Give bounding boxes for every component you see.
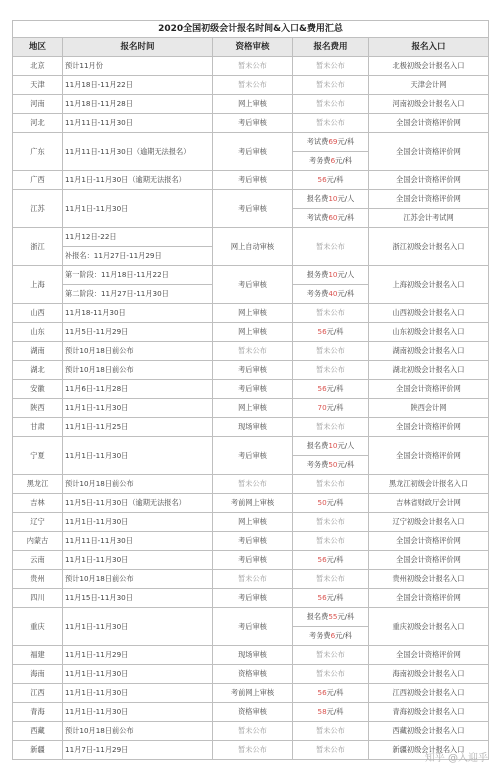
cell-review: 资格审核 <box>213 665 293 684</box>
cell-fee: 暂未公布 <box>293 513 369 532</box>
fee-amount: 56 <box>317 593 327 603</box>
cell-review: 考前网上审核 <box>213 684 293 703</box>
cell-fee <box>293 380 369 399</box>
cell-fee: 暂未公布 <box>293 646 369 665</box>
cell-review: 网上审核 <box>213 399 293 418</box>
cell-review: 考后审核 <box>213 361 293 380</box>
fee-amount: 6 <box>330 156 336 166</box>
cell-time: 11月5日-11月30日（逾期无法报名） <box>63 494 213 513</box>
cell-fee <box>293 171 369 190</box>
fee-summary-table <box>12 20 489 760</box>
cell-entry: 全国会计资格评价网 <box>369 437 489 475</box>
table-row <box>13 570 489 589</box>
cell-fee: 暂未公布 <box>293 361 369 380</box>
cell-time: 11月1日-11月30日 <box>63 703 213 722</box>
cell-entry: 北极初级会计报名入口 <box>369 57 489 76</box>
fee-unit: 元/科 <box>326 175 344 185</box>
cell-fee: 暂未公布 <box>293 304 369 323</box>
cell-region: 江苏 <box>13 190 63 228</box>
cell-fee: 暂未公布 <box>293 665 369 684</box>
table-row <box>13 342 489 361</box>
cell-entry: 西藏初级会计报名入口 <box>369 722 489 741</box>
cell-fee <box>293 608 369 627</box>
cell-time: 预计10月18日前公布 <box>63 361 213 380</box>
cell-time: 预计10月18日前公布 <box>63 475 213 494</box>
fee-label: 报名费 <box>306 194 329 204</box>
cell-region: 广西 <box>13 171 63 190</box>
cell-region: 贵州 <box>13 570 63 589</box>
cell-time: 11月7日-11月29日 <box>63 741 213 760</box>
cell-entry: 江西初级会计报名入口 <box>369 684 489 703</box>
fee-label: 考务费 <box>309 156 331 166</box>
cell-time: 11月12日-22日 <box>63 228 213 247</box>
cell-entry: 全国会计资格评价网 <box>369 171 489 190</box>
cell-region: 海南 <box>13 665 63 684</box>
cell-fee: 暂未公布 <box>293 532 369 551</box>
table-row <box>13 76 489 95</box>
cell-time: 预计10月18日前公布 <box>63 722 213 741</box>
cell-entry: 贵州初级会计报名入口 <box>369 570 489 589</box>
table-row <box>13 399 489 418</box>
cell-entry: 浙江初级会计报名入口 <box>369 228 489 266</box>
table-row <box>13 589 489 608</box>
cell-entry: 上海初级会计报名入口 <box>369 266 489 304</box>
cell-fee <box>293 323 369 342</box>
table-row <box>13 228 489 247</box>
header-fee: 报名费用 <box>293 38 369 57</box>
cell-entry: 山西初级会计报名入口 <box>369 304 489 323</box>
fee-label: 报名费 <box>306 612 329 622</box>
fee-amount: 6 <box>330 631 336 641</box>
fee-label: 考务费 <box>306 289 329 299</box>
cell-time: 11月1日-11月30日 <box>63 665 213 684</box>
cell-time: 11月11日-11月30日 <box>63 114 213 133</box>
cell-entry: 湖南初级会计报名入口 <box>369 342 489 361</box>
cell-review: 暂未公布 <box>213 76 293 95</box>
fee-unit: 元/科 <box>335 631 352 641</box>
fee-unit: 元/科 <box>337 460 355 470</box>
cell-time: 11月1日-11月30日 <box>63 608 213 646</box>
cell-entry: 青海初级会计报名入口 <box>369 703 489 722</box>
cell-review: 考后审核 <box>213 437 293 475</box>
cell-time: 11月18-11月30日 <box>63 304 213 323</box>
cell-review: 考前网上审核 <box>213 494 293 513</box>
cell-fee <box>293 190 369 209</box>
table-row <box>13 133 489 152</box>
cell-entry: 全国会计资格评价网 <box>369 380 489 399</box>
table-row <box>13 418 489 437</box>
fee-label: 考试费 <box>306 213 329 223</box>
fee-amount: 10 <box>328 270 338 280</box>
cell-entry: 全国会计资格评价网 <box>369 589 489 608</box>
fee-amount: 56 <box>317 688 327 698</box>
cell-entry: 吉林省财政厅会计网 <box>369 494 489 513</box>
cell-review: 网上审核 <box>213 304 293 323</box>
cell-entry: 黑龙江初级会计报名入口 <box>369 475 489 494</box>
fee-amount: 56 <box>317 555 327 565</box>
cell-entry: 天津会计网 <box>369 76 489 95</box>
cell-region: 福建 <box>13 646 63 665</box>
fee-amount: 58 <box>317 707 327 717</box>
header-entry: 报名入口 <box>369 38 489 57</box>
cell-entry: 全国会计资格评价网 <box>369 190 489 209</box>
fee-amount: 60 <box>328 213 338 223</box>
cell-fee <box>293 684 369 703</box>
cell-review: 现场审核 <box>213 418 293 437</box>
cell-time: 11月1日-11月30日 <box>63 684 213 703</box>
cell-region: 西藏 <box>13 722 63 741</box>
cell-review: 考后审核 <box>213 532 293 551</box>
cell-review: 暂未公布 <box>213 570 293 589</box>
cell-review: 现场审核 <box>213 646 293 665</box>
cell-entry: 湖北初级会计报名入口 <box>369 361 489 380</box>
cell-time: 11月1日-11月30日 <box>63 551 213 570</box>
cell-time: 11月1日-11月30日 <box>63 190 213 228</box>
cell-entry: 全国会计资格评价网 <box>369 114 489 133</box>
table-row <box>13 57 489 76</box>
cell-review: 资格审核 <box>213 703 293 722</box>
cell-entry: 全国会计资格评价网 <box>369 133 489 171</box>
cell-entry: 新疆初级会计报名入口 <box>369 741 489 760</box>
table-row <box>13 665 489 684</box>
cell-review: 考后审核 <box>213 190 293 228</box>
cell-fee: 暂未公布 <box>293 570 369 589</box>
cell-review: 考后审核 <box>213 266 293 304</box>
cell-region: 宁夏 <box>13 437 63 475</box>
fee-unit: 元/人 <box>337 441 355 451</box>
cell-time: 第一阶段：11月18日-11月22日 <box>63 266 213 285</box>
cell-region: 辽宁 <box>13 513 63 532</box>
table-row <box>13 703 489 722</box>
fee-unit: 元/科 <box>326 327 344 337</box>
cell-entry: 全国会计资格评价网 <box>369 551 489 570</box>
cell-region: 甘肃 <box>13 418 63 437</box>
cell-time: 11月1日-11月30日 <box>63 399 213 418</box>
cell-entry: 重庆初级会计报名入口 <box>369 608 489 646</box>
cell-region: 云南 <box>13 551 63 570</box>
cell-entry: 河南初级会计报名入口 <box>369 95 489 114</box>
cell-entry: 陕西会计网 <box>369 399 489 418</box>
table-row <box>13 171 489 190</box>
fee-unit: 元/人 <box>337 194 355 204</box>
cell-time: 11月1日-11月29日 <box>63 646 213 665</box>
cell-region: 江西 <box>13 684 63 703</box>
cell-time: 11月5日-11月29日 <box>63 323 213 342</box>
cell-entry: 全国会计资格评价网 <box>369 418 489 437</box>
cell-region: 浙江 <box>13 228 63 266</box>
fee-amount: 50 <box>328 460 338 470</box>
fee-amount: 50 <box>317 498 327 508</box>
cell-entry: 辽宁初级会计报名入口 <box>369 513 489 532</box>
cell-time: 11月18日-11月28日 <box>63 95 213 114</box>
cell-time: 预计10月18日前公布 <box>63 342 213 361</box>
cell-region: 黑龙江 <box>13 475 63 494</box>
fee-unit: 元/科 <box>326 403 344 413</box>
cell-time: 预计11月份 <box>63 57 213 76</box>
cell-review: 考后审核 <box>213 551 293 570</box>
cell-fee: 暂未公布 <box>293 418 369 437</box>
table-row <box>13 437 489 456</box>
table-row <box>13 361 489 380</box>
fee-amount: 40 <box>328 289 338 299</box>
fee-unit: 元/科 <box>326 555 344 565</box>
table-row <box>13 646 489 665</box>
table-row <box>13 551 489 570</box>
cell-region: 北京 <box>13 57 63 76</box>
fee-amount: 56 <box>317 175 327 185</box>
cell-fee <box>293 589 369 608</box>
table-body <box>13 57 489 760</box>
fee-unit: 元/科 <box>326 688 344 698</box>
table-row <box>13 722 489 741</box>
cell-time: 11月1日-11月30日 <box>63 513 213 532</box>
cell-entry: 海南初级会计报名入口 <box>369 665 489 684</box>
cell-fee <box>293 437 369 456</box>
fee-label: 考务费 <box>306 460 329 470</box>
fee-amount: 10 <box>328 441 338 451</box>
table-row <box>13 380 489 399</box>
cell-fee <box>293 285 369 304</box>
cell-review: 暂未公布 <box>213 741 293 760</box>
cell-fee <box>293 266 369 285</box>
cell-region: 吉林 <box>13 494 63 513</box>
cell-fee <box>293 399 369 418</box>
watermark: 知乎 @入迎乎 <box>424 753 488 764</box>
fee-unit: 元/科 <box>335 156 352 166</box>
fee-unit: 元/科 <box>337 612 355 622</box>
cell-time: 11月6日-11月28日 <box>63 380 213 399</box>
cell-region: 上海 <box>13 266 63 304</box>
cell-fee <box>293 209 369 228</box>
cell-time: 补报名：11月27日-11月29日 <box>63 247 213 266</box>
cell-time: 预计10月18日前公布 <box>63 570 213 589</box>
table-row <box>13 513 489 532</box>
table-title: 2020全国初级会计报名时间&入口&费用汇总 <box>12 20 489 37</box>
cell-region: 四川 <box>13 589 63 608</box>
table-row <box>13 608 489 627</box>
table-row <box>13 475 489 494</box>
cell-region: 湖南 <box>13 342 63 361</box>
cell-review: 考后审核 <box>213 589 293 608</box>
cell-region: 广东 <box>13 133 63 171</box>
cell-fee: 暂未公布 <box>293 475 369 494</box>
header-region: 地区 <box>13 38 63 57</box>
cell-time: 11月11日-11月30日（逾期无法报名） <box>63 133 213 171</box>
fee-unit: 元/科 <box>337 213 355 223</box>
cell-time: 11月18日-11月22日 <box>63 76 213 95</box>
cell-fee: 暂未公布 <box>293 76 369 95</box>
fee-label: 考务费 <box>309 631 331 641</box>
cell-fee <box>293 494 369 513</box>
cell-region: 青海 <box>13 703 63 722</box>
cell-fee <box>293 456 369 475</box>
cell-review: 网上自动审核 <box>213 228 293 266</box>
cell-region: 陕西 <box>13 399 63 418</box>
table-row <box>13 304 489 323</box>
cell-fee: 暂未公布 <box>293 741 369 760</box>
cell-review: 暂未公布 <box>213 342 293 361</box>
cell-region: 内蒙古 <box>13 532 63 551</box>
cell-fee <box>293 627 369 646</box>
fee-label: 考试费 <box>306 137 329 147</box>
cell-review: 暂未公布 <box>213 475 293 494</box>
cell-time: 11月1日-11月30日 <box>63 437 213 475</box>
cell-entry: 全国会计资格评价网 <box>369 532 489 551</box>
cell-fee: 暂未公布 <box>293 342 369 361</box>
fee-amount: 69 <box>328 137 338 147</box>
cell-region: 新疆 <box>13 741 63 760</box>
cell-review: 网上审核 <box>213 513 293 532</box>
cell-entry: 全国会计资格评价网 <box>369 646 489 665</box>
fee-amount: 55 <box>328 612 338 622</box>
table-row <box>13 741 489 760</box>
header-review: 资格审核 <box>213 38 293 57</box>
cell-fee: 暂未公布 <box>293 722 369 741</box>
cell-review: 考后审核 <box>213 133 293 171</box>
cell-fee: 暂未公布 <box>293 228 369 266</box>
cell-fee <box>293 551 369 570</box>
cell-fee: 暂未公布 <box>293 57 369 76</box>
fee-unit: 元/人 <box>337 270 355 280</box>
fee-unit: 元/科 <box>337 289 355 299</box>
cell-fee: 暂未公布 <box>293 114 369 133</box>
fee-unit: 元/科 <box>326 384 344 394</box>
cell-entry: 江苏会计考试网 <box>369 209 489 228</box>
fee-amount: 56 <box>317 384 327 394</box>
cell-fee <box>293 152 369 171</box>
cell-entry: 山东初级会计报名入口 <box>369 323 489 342</box>
table-row <box>13 95 489 114</box>
table-row <box>13 266 489 285</box>
cell-review: 网上审核 <box>213 95 293 114</box>
cell-review: 暂未公布 <box>213 722 293 741</box>
table-row <box>13 494 489 513</box>
cell-review: 考后审核 <box>213 380 293 399</box>
cell-fee <box>293 133 369 152</box>
cell-region: 湖北 <box>13 361 63 380</box>
cell-region: 河北 <box>13 114 63 133</box>
cell-review: 网上审核 <box>213 323 293 342</box>
cell-time: 11月1日-11月25日 <box>63 418 213 437</box>
cell-review: 考后审核 <box>213 608 293 646</box>
fee-amount: 70 <box>317 403 327 413</box>
table-row <box>13 190 489 209</box>
fee-unit: 元/科 <box>326 498 344 508</box>
header-time: 报名时间 <box>63 38 213 57</box>
table-row <box>13 323 489 342</box>
cell-region: 河南 <box>13 95 63 114</box>
fee-unit: 元/科 <box>326 593 344 603</box>
fee-label: 报名费 <box>306 441 329 451</box>
fee-unit: 元/科 <box>337 137 355 147</box>
table-row <box>13 532 489 551</box>
cell-region: 安徽 <box>13 380 63 399</box>
cell-region: 山西 <box>13 304 63 323</box>
cell-fee <box>293 703 369 722</box>
cell-time: 11月15日-11月30日 <box>63 589 213 608</box>
cell-review: 考后审核 <box>213 114 293 133</box>
cell-time: 第二阶段：11月27日-11月30日 <box>63 285 213 304</box>
cell-review: 暂未公布 <box>213 57 293 76</box>
cell-time: 11月1日-11月30日（逾期无法报名） <box>63 171 213 190</box>
fee-label: 报务费 <box>306 270 329 280</box>
fee-amount: 56 <box>317 327 327 337</box>
fee-amount: 10 <box>328 194 338 204</box>
cell-fee: 暂未公布 <box>293 95 369 114</box>
fee-unit: 元/科 <box>326 707 344 717</box>
cell-review: 考后审核 <box>213 171 293 190</box>
cell-time: 11月11日-11月30日 <box>63 532 213 551</box>
cell-region: 山东 <box>13 323 63 342</box>
table-row <box>13 114 489 133</box>
cell-region: 天津 <box>13 76 63 95</box>
header-row <box>13 38 489 57</box>
cell-region: 重庆 <box>13 608 63 646</box>
table-row <box>13 684 489 703</box>
